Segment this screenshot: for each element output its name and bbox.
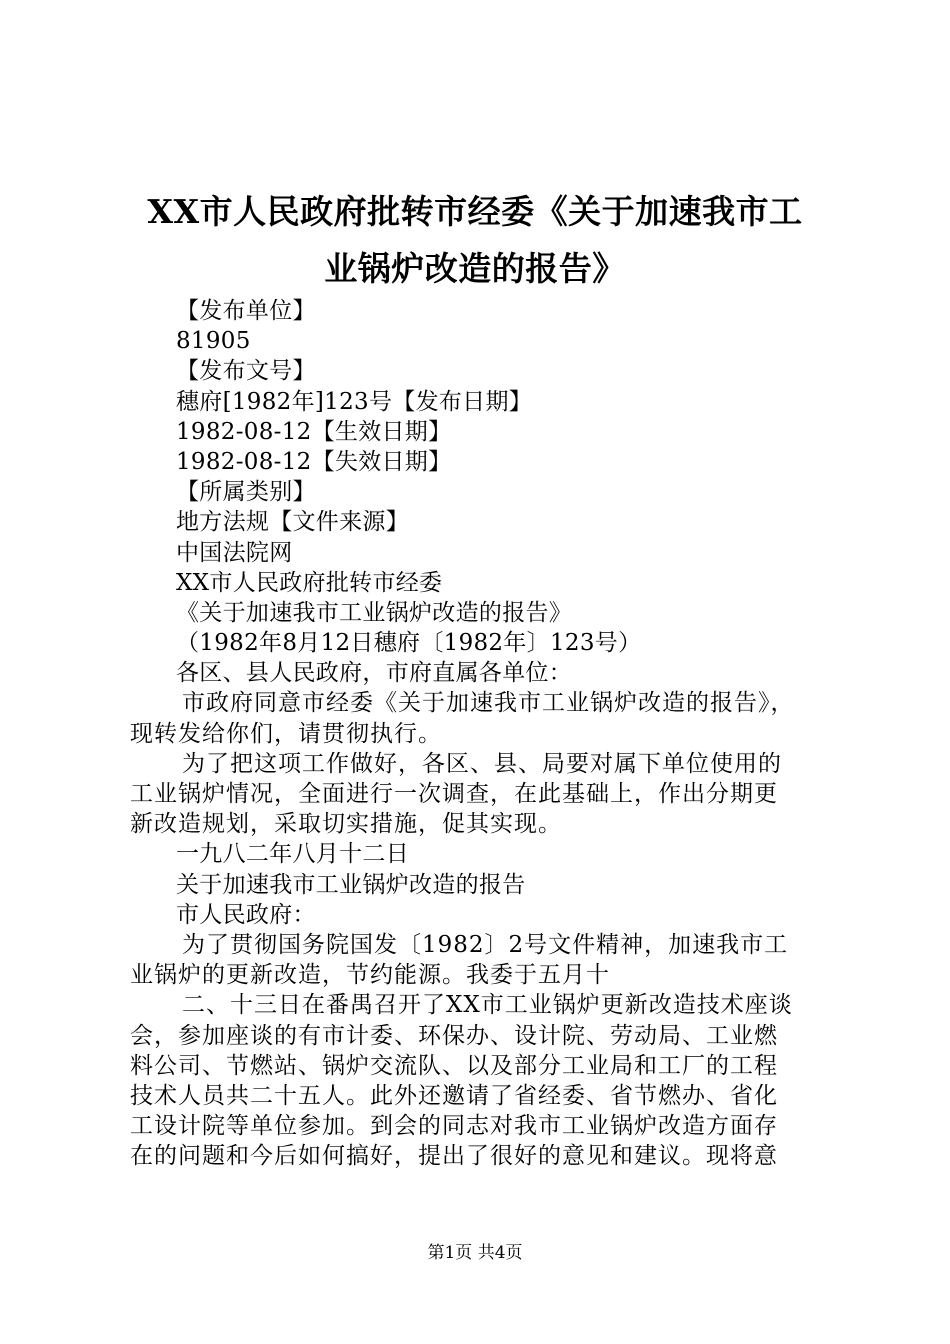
paragraph-4-line-3: 料公司、节燃站、锅炉交流队、以及部分工业局和工厂的工程 bbox=[130, 1052, 778, 1079]
meta-line-docnum-label: 【发布文号】 bbox=[176, 358, 316, 385]
paragraph-1-line-1: 市政府同意市经委《关于加速我市工业锅炉改造的报告》， bbox=[182, 690, 795, 717]
meta-line-category-label: 【所属类别】 bbox=[176, 479, 316, 506]
page-number-footer: 第1页 共4页 bbox=[427, 1243, 523, 1263]
paragraph-4-line-2: 会，参加座谈的有市计委、环保办、设计院、劳动局、工业燃 bbox=[130, 1022, 778, 1049]
paragraph-3-line-2: 业锅炉的更新改造，节约能源。我委于五月十 bbox=[130, 962, 610, 989]
paragraph-4-line-1: 二、十三日在番禺召开了XX市工业锅炉更新改造技术座谈 bbox=[182, 992, 793, 1019]
meta-line-subtitle-2: 《关于加速我市工业锅炉改造的报告》 bbox=[176, 599, 573, 626]
document-body bbox=[130, 296, 840, 1171]
meta-line-publish-date: 1982-08-12【生效日期】 bbox=[176, 418, 452, 445]
meta-line-addressees: 各区、县人民政府，市府直属各单位： bbox=[176, 660, 573, 687]
meta-line-publisher-label: 【发布单位】 bbox=[176, 298, 316, 324]
meta-line-publisher-value: 81905 bbox=[176, 328, 251, 355]
document-title-line-2: 业锅炉改造的报告》 bbox=[324, 249, 626, 288]
meta-line-category-value: 地方法规【文件来源】 bbox=[176, 509, 409, 536]
paragraph-4-line-5: 工设计院等单位参加。到会的同志对我市工业锅炉改造方面存 bbox=[130, 1113, 778, 1140]
paragraph-2-line-1: 为了把这项工作做好，各区、县、局要对属下单位使用的 bbox=[182, 750, 782, 777]
meta-line-subtitle-1: XX市人民政府批转市经委 bbox=[176, 569, 443, 596]
paragraph-2 bbox=[130, 749, 840, 840]
paragraph-2-line-2: 工业锅炉情况，全面进行一次调查，在此基础上，作出分期更 bbox=[130, 781, 778, 807]
document-title-line-1: XX市人民政府批转市经委《关于加速我市工 bbox=[147, 192, 803, 231]
paragraph-1-line-2: 现转发给你们，请贯彻执行。 bbox=[130, 720, 442, 747]
report-title: 关于加速我市工业锅炉改造的报告 bbox=[176, 871, 526, 898]
paragraph-4-line-4: 技术人员共二十五人。此外还邀请了省经委、省节燃办、省化 bbox=[130, 1082, 778, 1109]
meta-line-docnum-value: 穗府[1982年]123号【发布日期】 bbox=[176, 388, 533, 415]
meta-line-issue-ref: （1982年8月12日穗府〔1982年〕123号） bbox=[176, 630, 642, 657]
date-line: 一九八二年八月十二日 bbox=[176, 841, 409, 868]
paragraph-2-line-3: 新改造规划，采取切实措施，促其实现。 bbox=[130, 811, 562, 838]
paragraph-4 bbox=[130, 990, 840, 1171]
meta-line-effective-date: 1982-08-12【失效日期】 bbox=[176, 448, 452, 475]
paragraph-1 bbox=[130, 688, 840, 748]
paragraph-4-line-6: 在的问题和今后如何搞好，提出了很好的意见和建议。现将意 bbox=[130, 1143, 778, 1170]
metadata-block bbox=[130, 296, 840, 688]
paragraph-3 bbox=[130, 930, 840, 990]
addressee: 市人民政府： bbox=[176, 901, 316, 928]
paragraph-3-line-1: 为了贯彻国务院国发〔1982〕2号文件精神，加速我市工 bbox=[182, 931, 789, 958]
meta-line-source-value: 中国法院网 bbox=[176, 539, 293, 566]
